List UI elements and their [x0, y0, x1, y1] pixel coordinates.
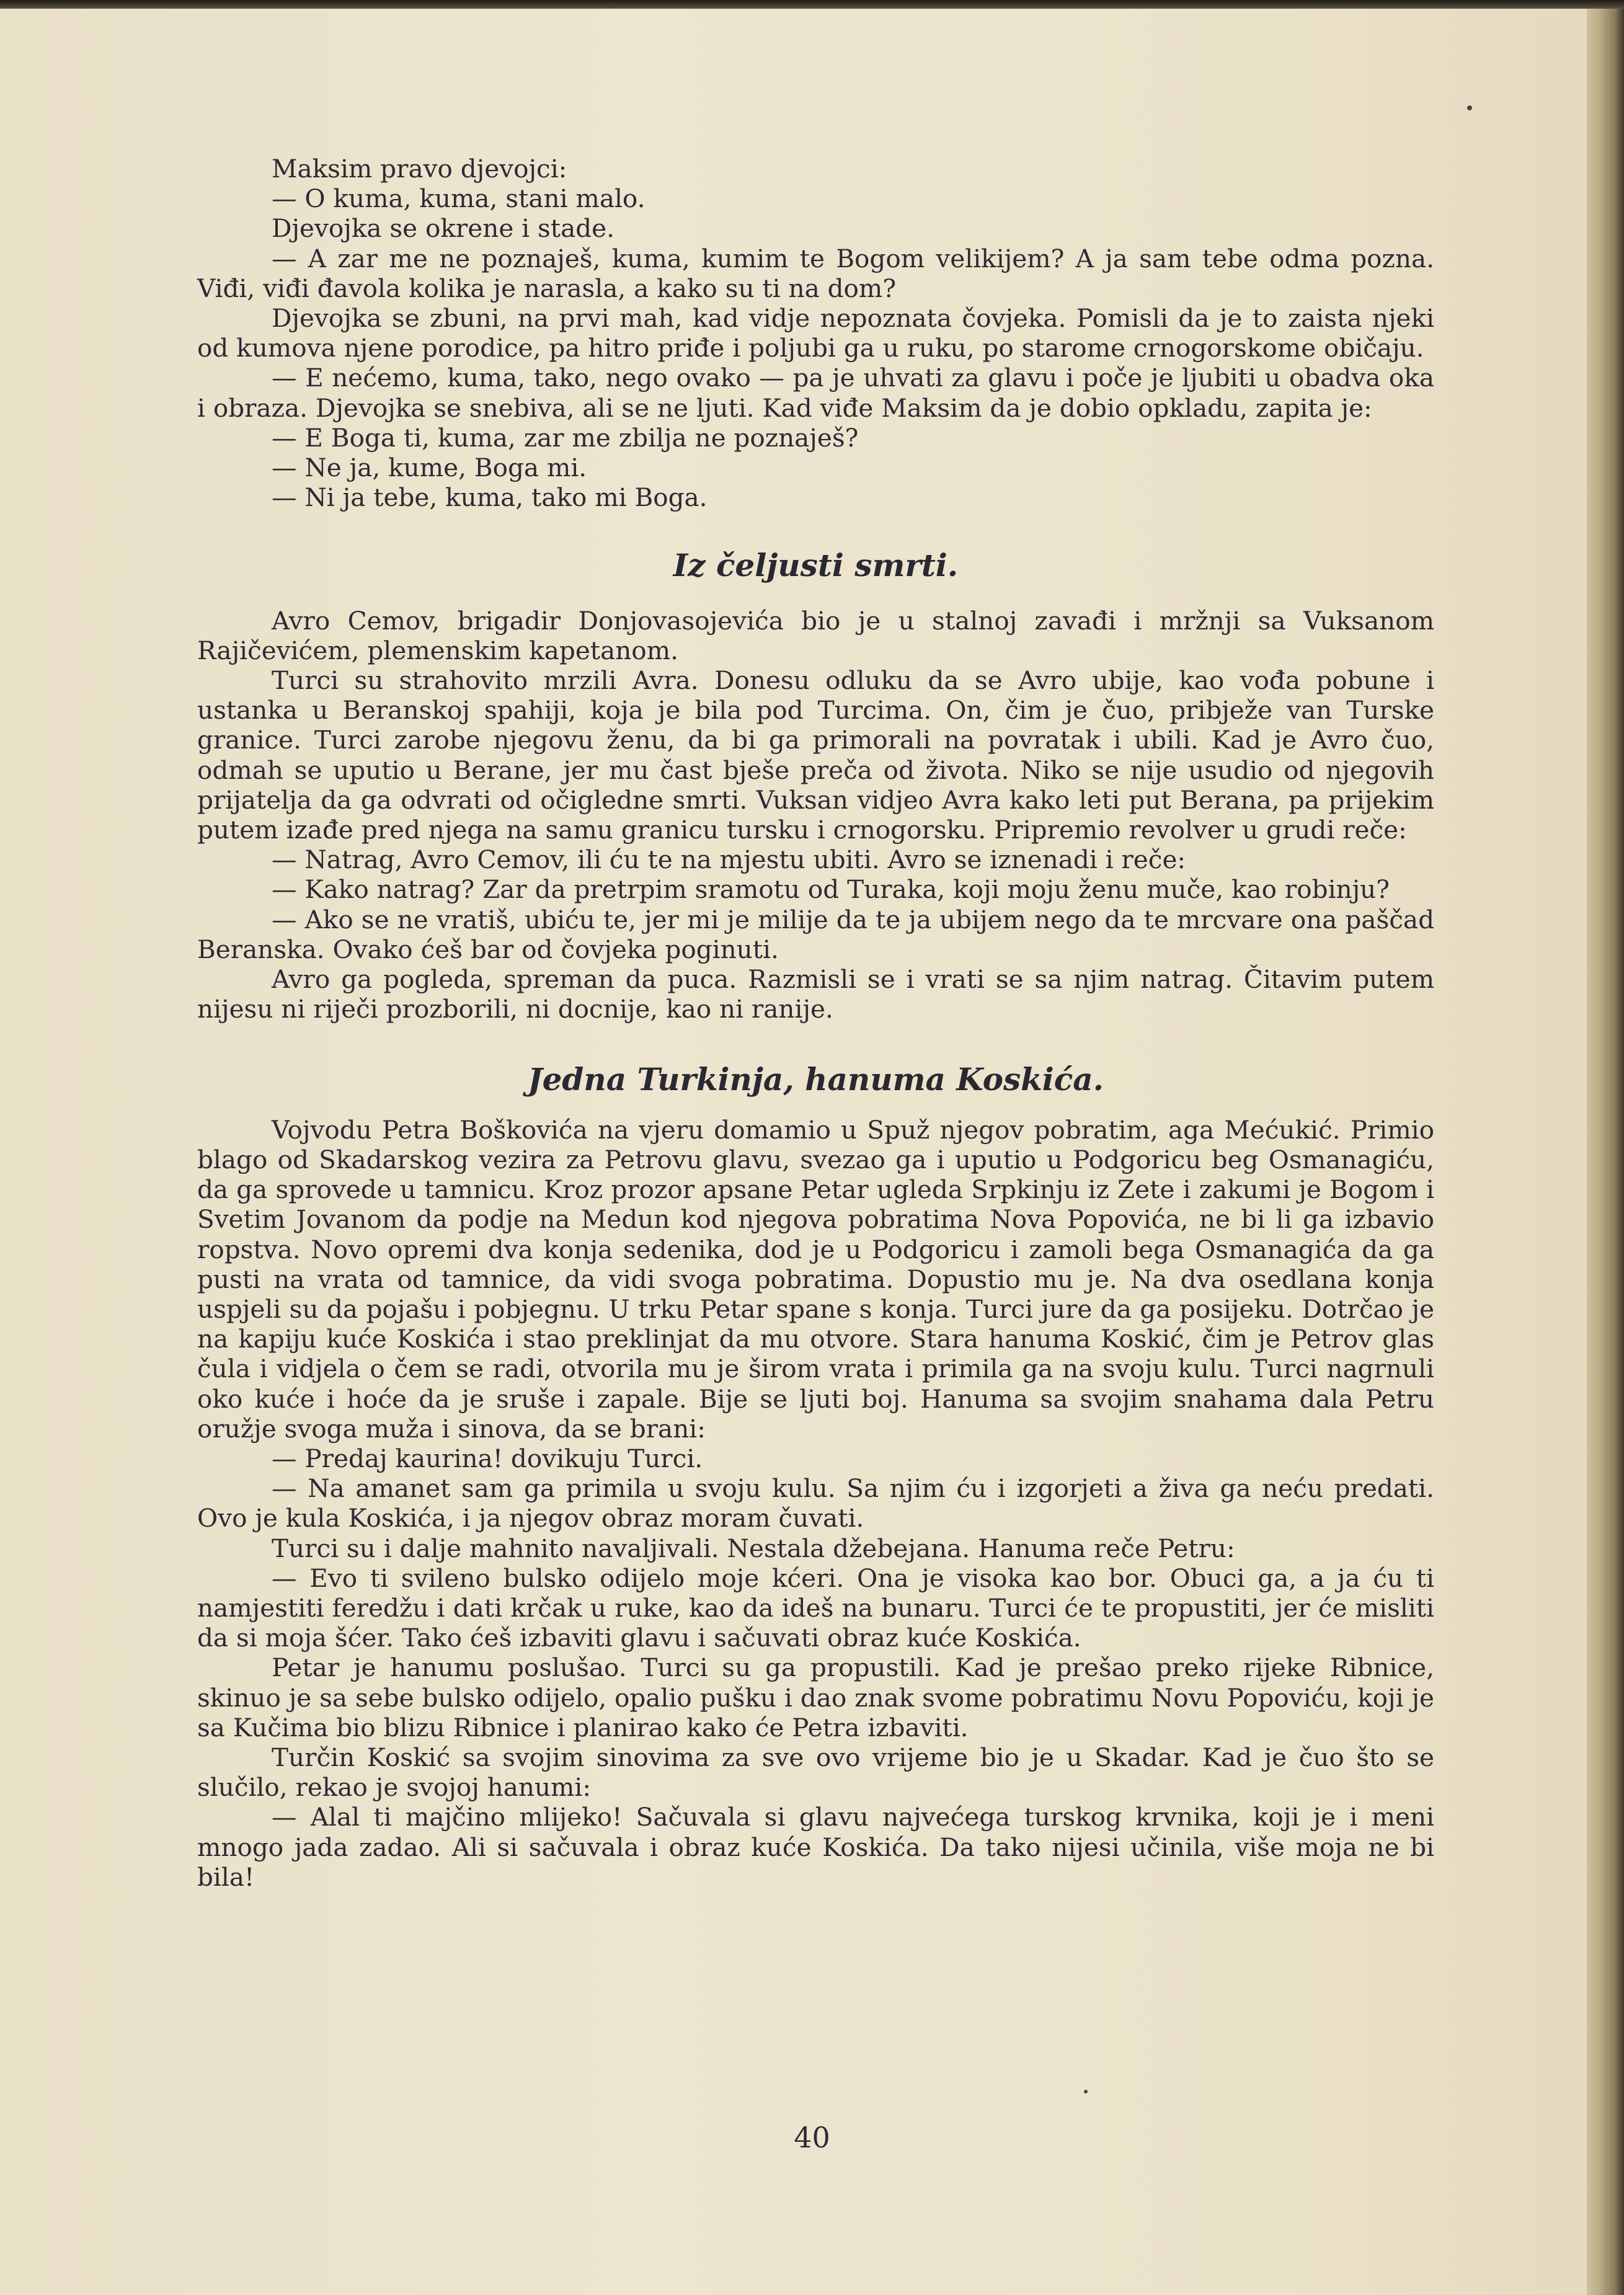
paragraph: — Ako se ne vratiš, ubiću te, jer mi je milije da te ja ubijem nego da te mrcvare ona paščad Beranska. Ovako ćeš bar od čovjeka poginuti. — [197, 904, 1434, 964]
scan-top-edge — [0, 0, 1624, 9]
paragraph: Petar je hanumu poslušao. Turci su ga propustili. Kad je prešao preko rijeke Ribnice, skinuo je sa sebe bulsko odijelo, opalio pušku i dao znak svome pobratimu Novu Popoviću, koji je sa Kučima bio blizu Ribnice i planirao kako će Petra izbaviti. — [197, 1653, 1434, 1742]
section-jedna-turkinja — [197, 1115, 1434, 1892]
paragraph: — A zar me ne poznaješ, kuma, kumim te Bogom velikijem? A ja sam tebe odma pozna. Viđi, viđi đavola kolika je narasla, a kako su ti na dom? — [197, 243, 1434, 303]
paragraph: — Ne ja, kume, Boga mi. — [272, 453, 587, 483]
paragraph: Maksim pravo djevojci: — [272, 154, 567, 184]
section-title-iz-celjusti-smrti: Iz čeljusti smrti. — [673, 547, 959, 584]
paragraph: Djevojka se zbuni, na prvi mah, kad vidje nepoznata čovjeka. Pomisli da je to zaista njeki od kumova njene porodice, pa hitro priđe i poljubi ga u ruku, po starome crnogorskome običaju. — [197, 303, 1434, 363]
paragraph: — E Boga ti, kuma, zar me zbilja ne poznaješ? — [272, 422, 859, 453]
page-number: 40 — [794, 2121, 830, 2154]
paragraph: — E nećemo, kuma, tako, nego ovako — pa je uhvati za glavu i poče je ljubiti u obadva oka i obraza. Djevojka se snebiva, ali se ne ljuti. Kad viđe Maksim da je dobio opkladu, zapita je: — [197, 363, 1434, 423]
paragraph: Avro Cemov, brigadir Donjovasojevića bio je u stalnoj zavađi i mržnji sa Vuksanom Rajičevićem, plemenskim kapetanom. — [197, 605, 1434, 665]
paragraph: — Evo ti svileno bulsko odijelo moje kćeri. Ona je visoka kao bor. Obuci ga, a ja ću ti namjestiti feredžu i dati krčak u ruke, kao da ideš na bunaru. Turci će te propustiti, jer će misliti da si moja šćer. Tako ćeš izbaviti glavu i sačuvati obraz kuće Koskića. — [197, 1563, 1434, 1653]
paragraph: — Kako natrag? Zar da pretrpim sramotu od Turaka, koji moju ženu muče, kao robinju? — [272, 874, 1390, 905]
paragraph: — Na amanet sam ga primila u svoju kulu. Sa njim ću i izgorjeti a živa ga neću predati. Ovo je kula Koskića, i ja njegov obraz moram čuvati. — [197, 1473, 1434, 1534]
paragraph: Turčin Koskić sa svojim sinovima za sve ovo vrijeme bio je u Skadar. Kad je čuo što se slučilo, rekao je svojoj hanumi: — [197, 1742, 1434, 1803]
ink-speck — [1084, 2090, 1088, 2093]
intro-section — [197, 154, 1434, 512]
paragraph: Vojvodu Petra Boškovića na vjeru domamio u Spuž njegov pobratim, aga Mećukić. Primio blago od Skadarskog vezira za Petrovu glavu, svezao ga i uputio u Podgoricu beg Osmanagiću, da ga sprovede u tamnicu. Kroz prozor apsane Petar ugleda Srpkinju iz Zete i zakumi je Bogom i Svetim Jovanom da podje na Medun kod njegova pobratima Nova Popovića, ne bi li ga izbavio ropstva. Novo opremi dva konja sedenika, dod je u Podgoricu i zamoli bega Osmanagića da ga pusti na vrata od tamnice, da vidi svoga pobratima. Dopustio mu je. Na dva osedlana konja uspjeli su da pojašu i pobjegnu. U trku Petar spane s konja. Turci jure da ga posijeku. Dotrčao je na kapiju kuće Koskića i stao preklinjat da mu otvore. Stara hanuma Koskić, čim je Petrov glas čula i vidjela o čem se radi, otvorila mu je širom vrata i primila ga na svoju kulu. Turci nagrnuli oko kuće i hoće da je sruše i zapale. Bije se ljuti boj. Hanuma sa svojim snahama dala Petru oružje svoga muža i sinova, da se brani: — [197, 1114, 1434, 1444]
paragraph: — O kuma, kuma, stani malo. — [272, 184, 646, 214]
paragraph: Avro ga pogleda, spreman da puca. Razmisli se i vrati se sa njim natrag. Čitavim putem nijesu ni riječi prozborili, ni docnije, kao ni ranije. — [197, 964, 1434, 1024]
paragraph: Djevojka se okrene i stade. — [272, 213, 615, 244]
section-title-jedna-turkinja: Jedna Turkinja, hanuma Koskića. — [527, 1061, 1104, 1098]
paragraph: — Natrag, Avro Cemov, ili ću te na mjestu ubiti. Avro se iznenadi i reče: — [272, 845, 1186, 875]
page-text — [197, 154, 1434, 1892]
ink-speck — [1467, 105, 1472, 110]
paragraph: Turci su strahovito mrzili Avra. Donesu odluku da se Avro ubije, kao vođa pobune i ustanka u Beranskoj spahiji, koja je bila pod Turcima. On, čim je čuo, pribježe van Turske granice. Turci zarobe njegovu ženu, da bi ga primorali na povratak i ubili. Kad je Avro čuo, odmah se uputio u Berane, jer mu čast bješe preča od života. Niko se nije usudio od njegovih prijatelja da ga odvrati od očigledne smrti. Vuksan vidjeo Avra kako leti put Berana, pa prijekim putem izađe pred njega na samu granicu tursku i crnogorsku. Pripremio revolver u grudi reče: — [197, 665, 1434, 845]
paragraph: Turci su i dalje mahnito navaljivali. Nestala džebejana. Hanuma reče Petru: — [272, 1533, 1235, 1563]
paragraph: — Alal ti majčino mlijeko! Sačuvala si glavu najvećega turskog krvnika, koji je i meni mnogo jada zadao. Ali si sačuvala i obraz kuće Koskića. Da tako nijesi učinila, više moja ne bi bila! — [197, 1802, 1434, 1892]
paragraph: — Predaj kaurina! dovikuju Turci. — [272, 1443, 703, 1473]
paragraph: — Ni ja tebe, kuma, tako mi Boga. — [272, 482, 708, 513]
section-iz-celjusti-smrti — [197, 606, 1434, 1024]
book-spine-edge — [1587, 0, 1624, 2295]
